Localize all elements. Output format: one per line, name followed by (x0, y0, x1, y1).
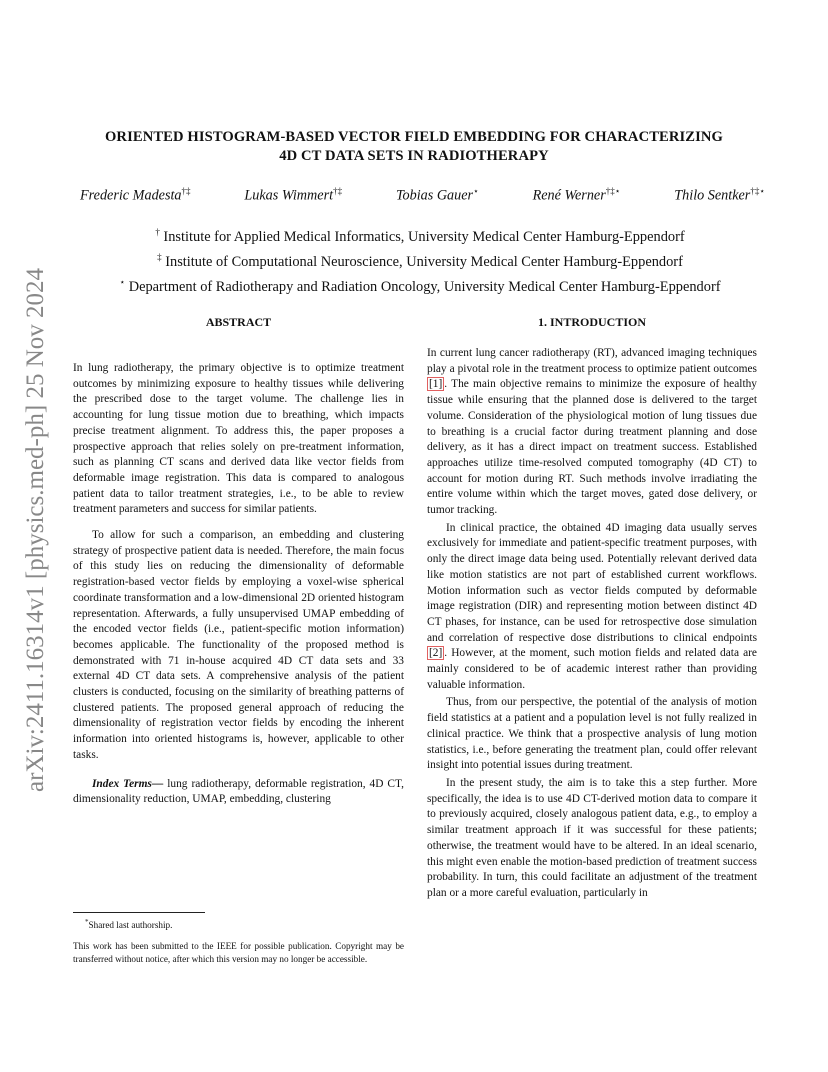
affiliation (40, 247, 800, 272)
paper-title-line-1: ORIENTED HISTOGRAM-BASED VECTOR FIELD EMBEDDING FOR CHARACTERIZING (104, 129, 723, 145)
footnote-shared-authorship-text: Shared last authorship. (88, 920, 173, 931)
abstract-paragraph-1: In lung radiotherapy, the primary objective is to optimize treatment outcomes by minimizing exposure to healthy tissues while delivering the prescribed dose to the target volume. The challenge lies in accounting for lung tissue motion due to breathing, which impacts precise treatment alignment. To address this, the paper proposes a prospective approach that relies solely on pre-treatment information, such as planning CT scans and derived data like vector fields from deformable image registration. This data is compared to analogous patient data to tailor treatment strategies, i.e., to be able to review treatment parameters and success for similar patients. (73, 362, 404, 516)
author-name: Lukas Wimmert (244, 187, 334, 204)
index-terms (73, 777, 404, 808)
author (80, 186, 191, 208)
intro-paragraph-1-text-cont: . The main objective remains to minimize the exposure of healthy tissue while ensuring that the planned dose is delivered to the target volume. Consideration of the physiological motion of lung tissues due to breathing is a crucial factor during treatment planning and dose delivery, as it has a direct impact on treatment success. Established approaches utilize time-resolved computed tomography (4D CT) to account for motion during RT. Such methods involve irradiating the entire volume within which the target moves, gated dose delivery, or tumor tracking. (427, 378, 757, 517)
author-name: René Werner (532, 187, 606, 204)
affiliation (40, 222, 800, 247)
affiliation-list (40, 222, 800, 296)
intro-paragraph-4: In the present study, the aim is to take this a step further. More specifically, the idea is to use 4D CT-derived motion data to compare it to previously acquired, closely analogous patient data, e.g., to employ a similar treatment approach if it was successful for these patients; otherwise, the treatment would have to be altered. In an ideal scenario, this might even enable the motion-based prediction of treatment success probability. In turn, this could facilitate an adjustment of the treatment plan or a more careful evaluation, particularly in (427, 776, 757, 899)
author (244, 186, 342, 208)
arxiv-identifier-text: arXiv:2411.16314v1 [physics.med-ph] 25 Nov 2024 (22, 267, 49, 793)
author-name: Frederic Madesta (80, 187, 182, 204)
affiliation-text: Department of Radiotherapy and Radiation Oncology, University Medical Center Hamburg-Eppendorf (128, 278, 721, 295)
intro-paragraph-2 (427, 521, 757, 694)
affiliation-mark: ‡ (157, 251, 162, 262)
author-affiliation-mark: †‡ (181, 186, 191, 196)
intro-paragraph-3: Thus, from our perspective, the potential of the analysis of motion field statistics at a patient and a population level is not fully realized in clinical practice. We think that a prospective analysis of lung motion statistics, i.e., before generating the treatment plan, could offer relevant insight into potential issues during treatment. (427, 696, 757, 772)
citation-link[interactable]: [2] (429, 647, 443, 660)
abstract-heading: ABSTRACT (205, 315, 272, 329)
author (396, 186, 479, 208)
intro-paragraph-1-text: In current lung cancer radiotherapy (RT), advanced imaging techniques play a pivotal role in the treatment process to optimize patient outcomes (427, 347, 757, 375)
affiliation (40, 272, 800, 297)
paper-title (60, 128, 768, 166)
affiliation-mark: ⋆ (119, 276, 126, 287)
affiliation-text: Institute for Applied Medical Informatics, University Medical Center Hamburg-Eppendorf (163, 228, 685, 245)
intro-paragraph-2-text: In clinical practice, the obtained 4D imaging data usually serves exclusively for immediate and patient-specific treatment purposes, with only the direct image data being used. Potentially relevant derived data like motion statistics are not part of established current workflows. Motion information such as vector fields computed by deformable image registration (DIR) and representing motion between distinct 4D CT phases, for instance, can be used for retrospective dose simulation and correlation of respective dose distributions to clinical endpoints (427, 521, 757, 644)
author-name: Tobias Gauer (395, 187, 474, 204)
author (674, 186, 765, 208)
affiliation-mark: † (155, 227, 160, 237)
intro-paragraph-2-text-cont: . However, at the moment, such motion fields and related data are mainly considered to be of academic interest rather than providing valuable information. (427, 647, 757, 691)
author-affiliation-mark: †‡⋆ (750, 186, 765, 196)
author-name: Thilo Sentker (674, 187, 751, 204)
introduction-heading: 1. INTRODUCTION (537, 315, 646, 329)
abstract-column (73, 361, 404, 808)
author-affiliation-mark: †‡⋆ (605, 186, 621, 196)
index-terms-text: lung radiotherapy, deformable registration, 4D CT, dimensionality reduction, UMAP, embedding, clustering (73, 777, 404, 806)
footnote-mark: * (85, 918, 89, 926)
footnote-rule (73, 912, 205, 913)
arxiv-identifier (14, 240, 58, 820)
introduction-column (427, 346, 757, 902)
abstract-paragraph-2: To allow for such a comparison, an embedding and clustering strategy of prospective patient data is needed. Therefore, the main focus of this study lies on reducing the dimensionality of deformable registration-based vector fields by employing a voxel-wise spherical coordinate transformation and a low-dimensional 2D oriented histogram representation. Afterwards, a fully unsupervised UMAP embedding of the encoded vector fields (i.e., patient-specific motion information) becomes applicable. The functionality of the proposed method is demonstrated with 71 in-house acquired 4D CT data sets and 33 external 4D CT data sets. A comprehensive analysis of the patient clusters is conducted, focusing on the similarity of breathing patterns of clustered patients. The proposed general approach of reducing the dimensionality of registration vector fields by encoding the inherent information into oriented histograms is, however, applicable to other tasks. (73, 529, 404, 761)
footnote-ieee: This work has been submitted to the IEEE for possible publication. Copyright may be transferred without notice, after which this version may no longer be accessible. (73, 941, 404, 964)
paper-title-line-2: 4D CT DATA SETS IN RADIOTHERAPY (279, 148, 549, 164)
footnote-shared-authorship (73, 916, 404, 932)
author (533, 186, 621, 208)
author-list (80, 186, 765, 208)
intro-paragraph-1 (427, 346, 757, 519)
index-terms-label: Index Terms— (92, 777, 164, 790)
citation-link[interactable]: [1] (429, 378, 443, 391)
affiliation-text: Institute of Computational Neuroscience, University Medical Center Hamburg-Eppendorf (165, 253, 683, 270)
author-affiliation-mark: ⋆ (473, 186, 479, 196)
author-affiliation-mark: †‡ (333, 186, 343, 196)
